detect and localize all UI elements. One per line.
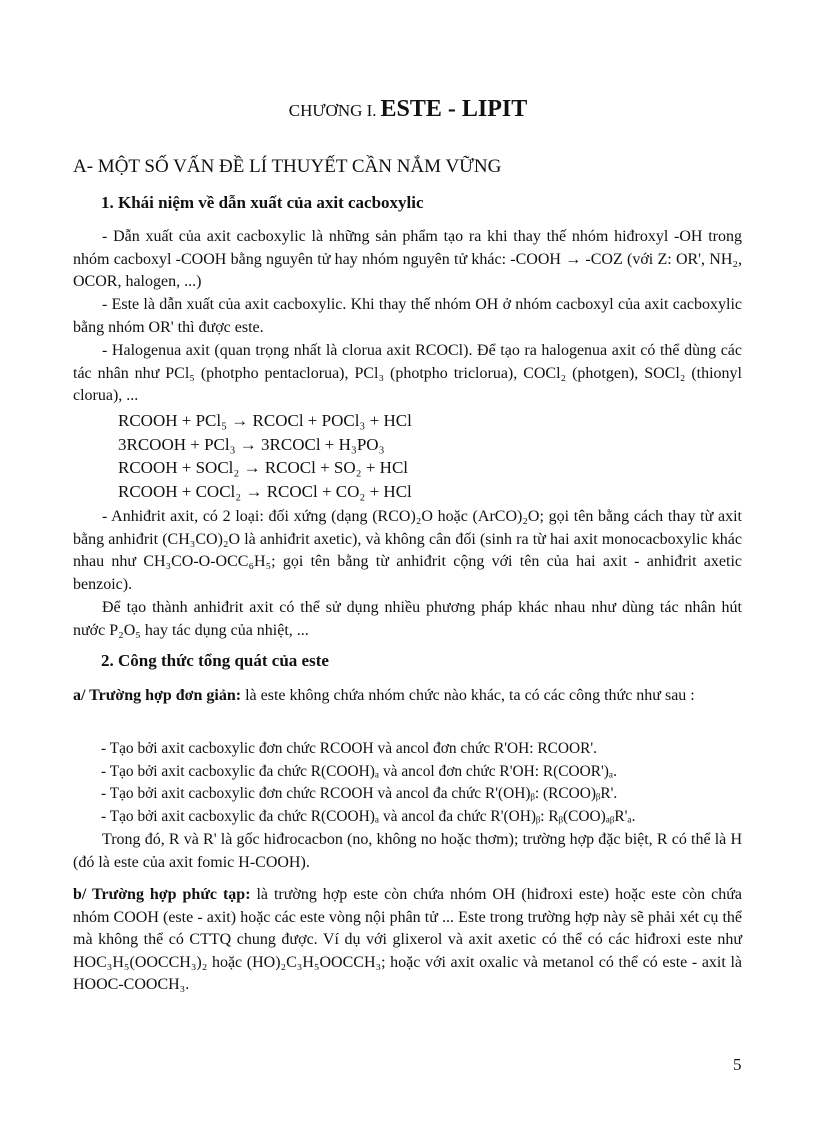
equation: RCOOH + PCl₅ → RCOCl + POCl₃ + HCl	[118, 411, 412, 430]
list-item: - Tạo bởi axit cacboxylic đơn chức RCOOH và ancol đa chức R'(OH)ᵦ: (RCOO)ᵦR'.	[101, 785, 618, 802]
case-a-text: là este không chứa nhóm chức nào khác, ta có các công thức như sau :	[241, 687, 695, 704]
paragraph-case-a	[73, 685, 742, 708]
paragraph-derivatives: - Dẫn xuất của axit cacboxylic là những sản phẩm tạo ra khi thay thế nhóm hiđroxyl -OH trong nhóm cacboxyl -COOH bằng nguyên tử hay nhóm nguyên tử khác: -COOH → -COZ (với Z: OR', NH₂, OCOR, halogen, ...)	[73, 228, 742, 290]
chapter-prefix: CHƯƠNG I.	[288, 101, 377, 120]
chapter-main-title: ESTE - LIPIT	[380, 96, 528, 122]
chapter-title	[0, 96, 816, 123]
paragraph-r-definition: Trong đó, R và R' là gốc hiđrocacbon (no, không no hoặc thơm); trường hợp đặc biệt, R có thể là H (đó là este của axit fomic H-COOH).	[73, 831, 742, 871]
case-b-text: là trường hợp este còn chứa nhóm OH (hiđroxi este) hoặc este còn chứa nhóm COOH (este - axit) hoặc các este vòng nội phân tử ... Este trong trường hợp này sẽ phải xét cụ thể mà không thể có CTTQ chung được. Ví dụ với glixerol và axit axetic có thể có các hiđroxi este như HOC₃H₅(OOCCH₃)₂ hoặc (HO)₂C₃H₅OOCCH₃; hoặc với axit oxalic và metanol có thể có este - axit là HOOC-COOCH₃.	[73, 886, 742, 993]
case-b-label: b/ Trường hợp phức tạp:	[73, 886, 251, 903]
subsection-2-heading: 2. Công thức tổng quát của este	[101, 651, 329, 670]
equation: RCOOH + SOCl₂ → RCOCl + SO₂ + HCl	[118, 458, 409, 477]
paragraph-case-b	[73, 884, 742, 997]
list-item: - Tạo bởi axit cacboxylic đa chức R(COOH)ₐ và ancol đa chức R'(OH)ᵦ: Rᵦ(COO)ₐᵦR'ₐ.	[101, 807, 636, 825]
page-number: 5	[733, 1055, 742, 1074]
subsection-1-heading: 1. Khái niệm về dẫn xuất của axit cacboxylic	[101, 193, 424, 212]
paragraph-halogenua: - Halogenua axit (quan trọng nhất là clorua axit RCOCl). Để tạo ra halogenua axit có thể dùng các tác nhân như PCl₅ (photpho pentaclorua), PCl₃ (photpho triclorua), COCl₂ (photgen), SOCl₂ (thionyl clorua), ...	[73, 342, 742, 404]
paragraph-este-definition: - Este là dẫn xuất của axit cacboxylic. Khi thay thế nhóm OH ở nhóm cacboxyl của axit cacboxylic bằng nhóm OR' thì được este.	[73, 296, 742, 336]
equation: RCOOH + COCl₂ → RCOCl + CO₂ + HCl	[118, 481, 412, 501]
list-item: - Tạo bởi axit cacboxylic đa chức R(COOH)ₐ và ancol đơn chức R'OH: R(COOR')ₐ.	[101, 762, 617, 780]
ester-formula-list	[101, 738, 742, 828]
paragraph-anhydride-methods: Để tạo thành anhiđrit axit có thể sử dụng nhiều phương pháp khác nhau như dùng tác nhân hút nước P₂O₅ hay tác dụng của nhiệt, ...	[73, 599, 742, 639]
paragraph-anhydride: - Anhiđrit axit, có 2 loại: đối xứng (dạng (RCO)₂O hoặc (ArCO)₂O; gọi tên bằng cách thay từ axit bằng anhiđrit (CH₃CO)₂O là anhiđrit axetic), và không cân đối (sinh ra từ hai axit monocacboxylic khác nhau như CH₃CO-O-OCC₆H₅; gọi tên bằng từ anhiđrit cộng với tên của hai axit - anhiđrit axetic benzoic).	[73, 508, 742, 593]
section-a-heading: A- MỘT SỐ VẤN ĐỀ LÍ THUYẾT CẦN NẮM VỮNG	[73, 156, 502, 177]
equation: 3RCOOH + PCl₃ → 3RCOCl + H₃PO₃	[118, 434, 385, 454]
case-a-label: a/ Trường hợp đơn giản:	[73, 687, 242, 704]
list-item: - Tạo bởi axit cacboxylic đơn chức RCOOH và ancol đơn chức R'OH: RCOOR'.	[101, 740, 598, 757]
equations-block	[118, 409, 412, 503]
